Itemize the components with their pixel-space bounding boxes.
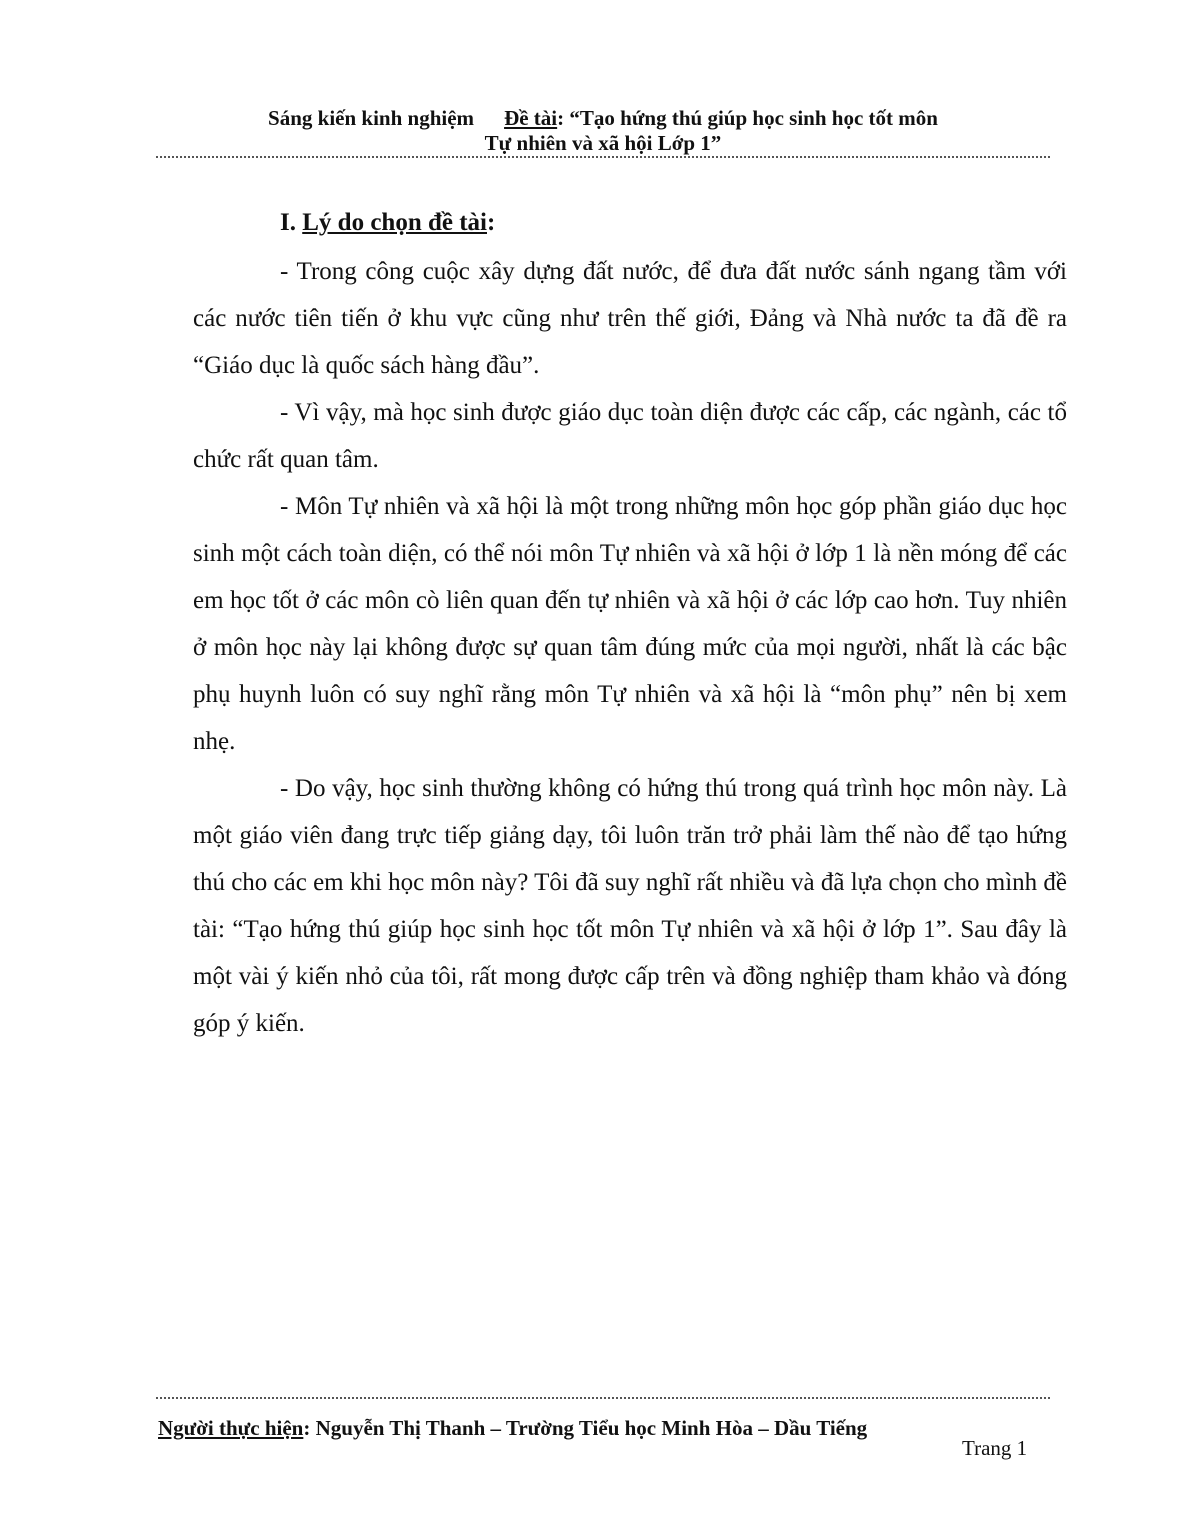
- paragraph: - Do vậy, học sinh thường không có hứng thú trong quá trình học môn này. Là một giáo viên đang trực tiếp giảng dạy, tôi luôn trăn trở phải làm thế nào để tạo hứng thú cho các em khi học môn này? Tôi đã suy nghĩ rất nhiều và đã lựa chọn cho mình đề tài: “Tạo hứng thú giúp học sinh học tốt môn Tự nhiên và xã hội ở lớp 1”. Sau đây là một vài ý kiến nhỏ của tôi, rất mong được cấp trên và đồng nghiệp tham khảo và đóng góp ý kiến.: [193, 775, 1067, 1037]
- header-divider: [156, 156, 1050, 158]
- header-topic-line-2: Tự nhiên và xã hội Lớp 1”: [484, 131, 722, 155]
- header-topic-line-1: “Tạo hứng thú giúp học sinh học tốt môn: [569, 106, 938, 130]
- header-left-text: Sáng kiến kinh nghiệm: [268, 106, 475, 130]
- page-header: [156, 106, 1050, 156]
- section-heading: [280, 207, 495, 239]
- paragraph: - Trong công cuộc xây dựng đất nước, để đưa đất nước sánh ngang tầm với các nước tiên tiến ở khu vực cũng như trên thế giới, Đảng và Nhà nước ta đã đề ra “Giáo dục là quốc sách hàng đầu”.: [193, 258, 1067, 379]
- body-text: [193, 248, 1067, 1047]
- header-topic-label: Đề tài: [504, 106, 558, 130]
- page-number: Trang 1: [962, 1436, 1028, 1460]
- section-colon: :: [487, 209, 496, 236]
- footer-colon: :: [303, 1416, 311, 1440]
- footer-author-text: Nguyễn Thị Thanh – Trường Tiểu học Minh Hòa – Dầu Tiếng: [310, 1416, 868, 1440]
- header-topic-colon: :: [557, 106, 565, 130]
- footer-author-label: Người thực hiện: [158, 1416, 304, 1440]
- paragraph: - Vì vậy, mà học sinh được giáo dục toàn diện được các cấp, các ngành, các tổ chức rất quan tâm.: [193, 399, 1067, 473]
- footer-divider: [156, 1397, 1050, 1399]
- section-title: Lý do chọn đề tài: [302, 209, 487, 236]
- paragraph: - Môn Tự nhiên và xã hội là một trong những môn học góp phần giáo dục học sinh một cách toàn diện, có thể nói môn Tự nhiên và xã hội ở lớp 1 là nền móng để các em học tốt ở các môn cò liên quan đến tự nhiên và xã hội ở các lớp cao hơn. Tuy nhiên ở môn học này lại không được sự quan tâm đúng mức của mọi người, nhất là các bậc phụ huynh luôn có suy nghĩ rằng môn Tự nhiên và xã hội là “môn phụ” nên bị xem nhẹ.: [193, 493, 1067, 755]
- page-footer: [158, 1414, 867, 1442]
- header-line-1: [156, 106, 1050, 131]
- section-number: I.: [280, 209, 296, 236]
